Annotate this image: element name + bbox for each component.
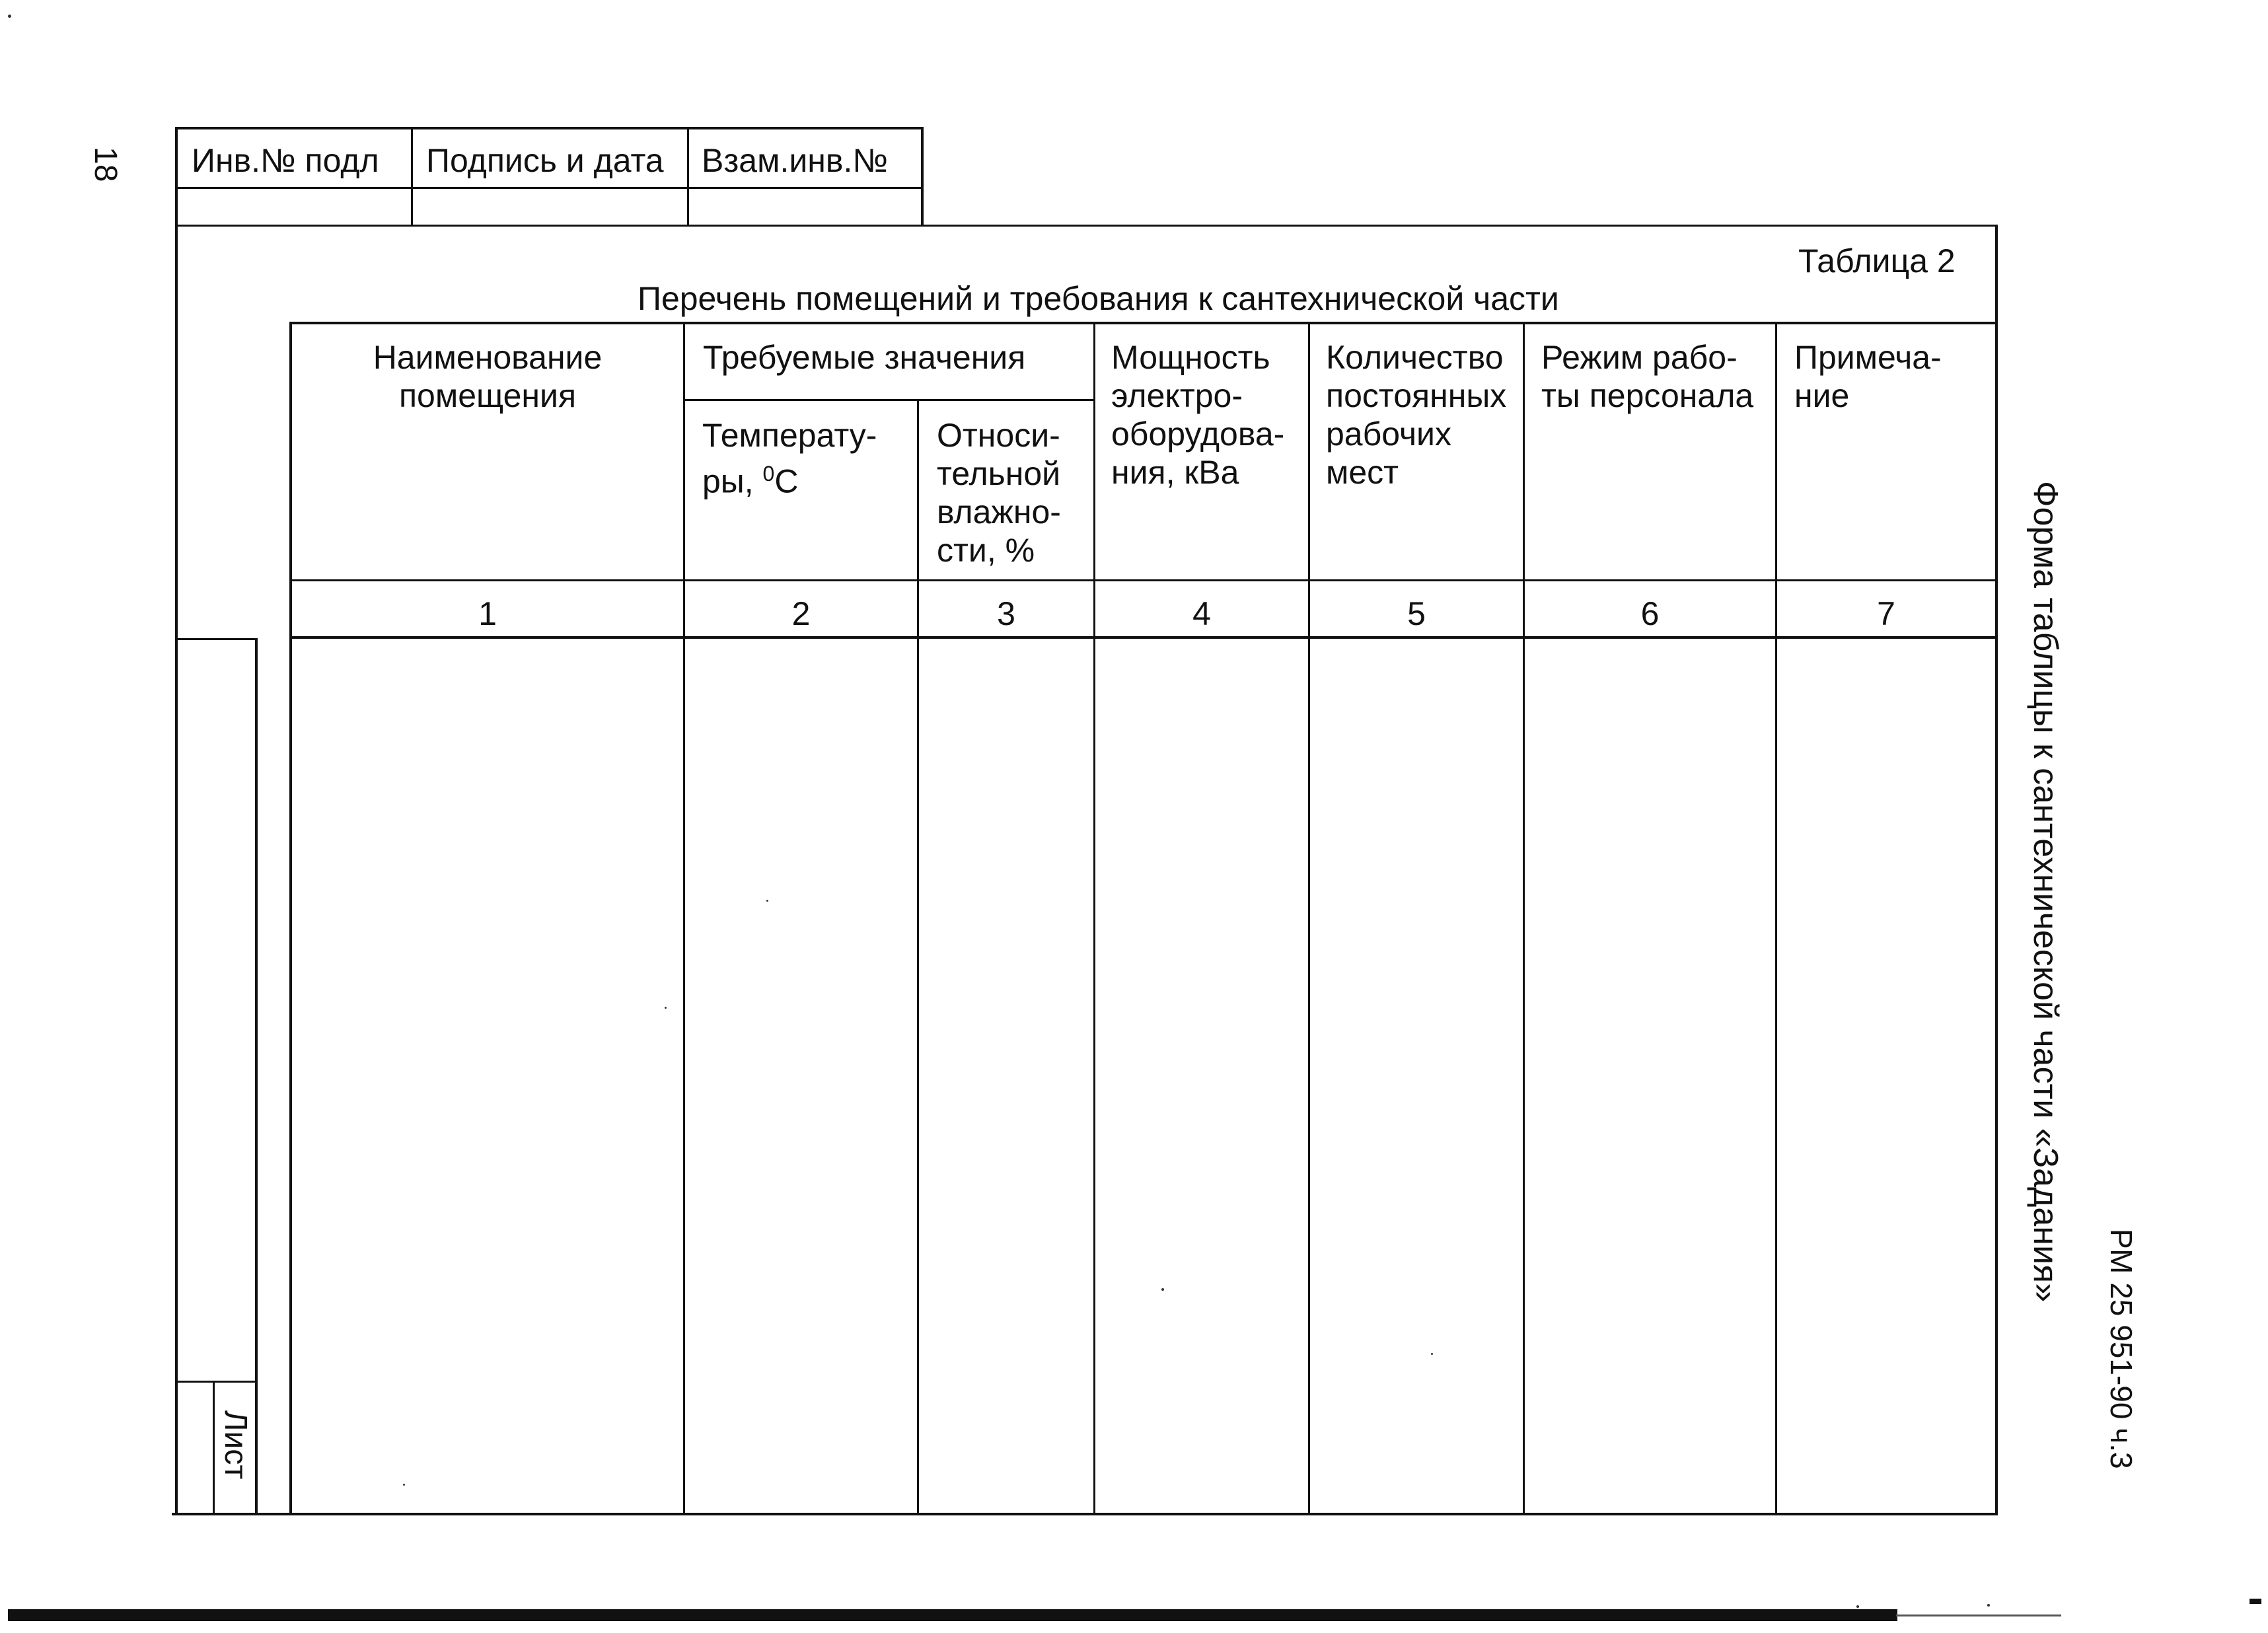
stamp-header-replace: Взам.инв.№: [702, 142, 888, 179]
degree-superscript: 0: [762, 462, 775, 486]
column-number-5: 5: [1407, 595, 1426, 632]
column-number-7: 7: [1877, 595, 1895, 632]
scan-speck: [1431, 1353, 1433, 1355]
side-title: Форма таблицы к сантехнической части «Задания»: [2026, 481, 2065, 1303]
page-number: 18: [88, 147, 123, 182]
col-header-humidity: Относи- тельной влажно- сти, %: [937, 417, 1061, 569]
doc-code: РМ 25 951-90 ч.3: [2104, 1229, 2139, 1469]
col-header-workplaces: Количество постоянных рабочих мест: [1326, 339, 1507, 491]
col-header-power: Мощность электро- оборудова- ния, кВа: [1111, 339, 1285, 491]
column-number-2: 2: [791, 595, 811, 632]
table-label: Таблица 2: [1798, 242, 1956, 279]
stamp-header-signature: Подпись и дата: [426, 142, 664, 179]
scan-bottom-bar: [8, 1609, 1897, 1621]
scan-bottom-bar-tail: [1896, 1615, 2061, 1616]
scan-speck: [1987, 1604, 1990, 1607]
column-number-6: 6: [1640, 595, 1660, 632]
column-number-3: 3: [997, 595, 1015, 632]
scan-speck: [403, 1484, 405, 1486]
stamp-header-inv: Инв.№ подл: [192, 142, 379, 179]
scan-speck: [8, 15, 11, 18]
column-number-1: 1: [478, 595, 497, 632]
scan-speck: [1161, 1288, 1164, 1291]
table-title: Перечень помещений и требования к сантехнической части: [638, 280, 1559, 317]
column-number-4: 4: [1192, 595, 1211, 632]
col-header-note: Примеча- ние: [1794, 339, 1942, 414]
sheet-label: Лист: [218, 1410, 253, 1480]
scan-speck: [1856, 1605, 1859, 1608]
col-header-work-schedule: Режим рабо- ты персонала: [1541, 339, 1754, 414]
scan-speck: [766, 900, 768, 902]
scan-speck: [665, 1007, 667, 1009]
col-header-temperature: Температу- ры, $^0$С: [702, 417, 877, 500]
col-header-room-name: Наименование помещения: [373, 339, 603, 414]
scan-edge-mark: [2250, 1599, 2261, 1604]
col-group-required-values: Требуемые значения: [703, 339, 1026, 376]
